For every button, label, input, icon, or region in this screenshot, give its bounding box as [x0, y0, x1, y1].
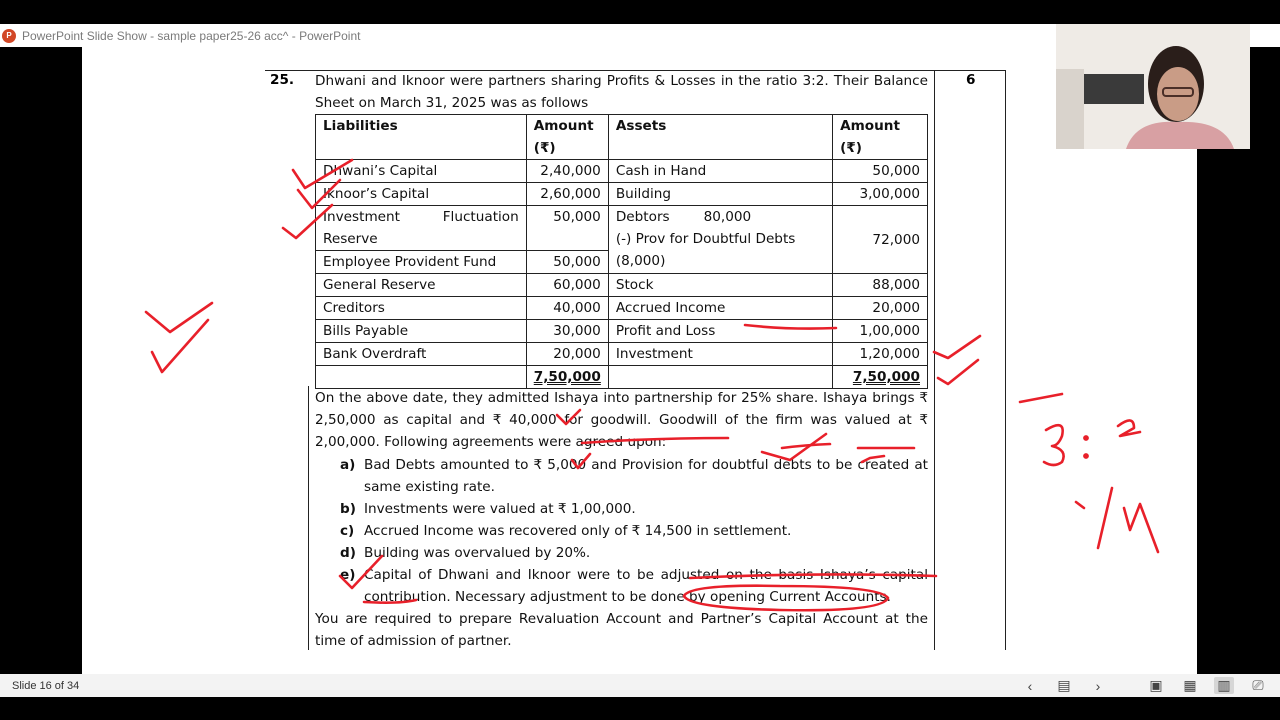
statusbar	[0, 674, 1280, 697]
item-label: a)	[340, 457, 356, 473]
asset-amount-cell: 88,000	[833, 274, 928, 297]
asset-text: Debtors	[615, 209, 670, 225]
item-label: b)	[340, 501, 356, 517]
liability-amount-cell: 40,000	[526, 297, 608, 320]
liability-cell: Bank Overdraft	[316, 343, 527, 366]
item-text: Accrued Income was recovered only of ₹ 14,500 in settlement.	[364, 523, 792, 539]
liability-text: Investment	[323, 209, 400, 225]
header-amount: Amount (₹)	[526, 115, 608, 160]
list-item	[340, 564, 928, 608]
frame-right-line	[934, 70, 935, 650]
slide-menu-icon[interactable]: ▤	[1057, 677, 1071, 693]
asset-cell: Profit and Loss	[608, 320, 832, 343]
liability-text: Fluctuation	[442, 209, 519, 225]
header-liabilities: Liabilities	[316, 115, 527, 160]
asset-cell	[608, 206, 832, 274]
total-blank-cell	[608, 366, 832, 389]
liability-amount-cell: 30,000	[526, 320, 608, 343]
list-item	[340, 542, 928, 564]
liability-amount-cell: 60,000	[526, 274, 608, 297]
item-text: Investments were valued at ₹ 1,00,000.	[364, 501, 636, 517]
window-title: PowerPoint Slide Show - sample paper25-26 acc^ - PowerPoint	[22, 28, 361, 43]
asset-amount-cell: 1,00,000	[833, 320, 928, 343]
question-body: On the above date, they admitted Ishaya into partnership for 25% share. Ishaya brings ₹ 2,50,000 as capital and ₹ 40,000 for goodwill. Goodwill of the firm was valued at ₹ 2,00,000. Following agreements were agreed upon:	[315, 390, 928, 450]
asset-cell: Building	[608, 183, 832, 206]
liability-cell: Bills Payable	[316, 320, 527, 343]
balance-sheet-table	[315, 114, 928, 389]
liability-amount-cell: 20,000	[526, 343, 608, 366]
slide-sorter-icon[interactable]: ▦	[1183, 677, 1197, 693]
normal-view-icon[interactable]: ▣	[1149, 677, 1163, 693]
asset-text: (8,000)	[615, 253, 666, 269]
statusbar-controls	[1020, 674, 1268, 697]
liability-amount-cell: 2,40,000	[526, 160, 608, 183]
asset-amount-cell: 72,000	[833, 206, 928, 274]
liability-cell: Dhwani’s Capital	[316, 160, 527, 183]
table-header-row	[316, 115, 928, 160]
asset-cell: Accrued Income	[608, 297, 832, 320]
liability-amount-cell: 50,000	[526, 206, 608, 251]
liability-cell: Employee Provident Fund	[316, 251, 527, 274]
liability-cell: General Reserve	[316, 274, 527, 297]
asset-cell: Stock	[608, 274, 832, 297]
table-row	[316, 320, 928, 343]
asset-text: (-) Prov for Doubtful Debts	[615, 231, 796, 247]
liability-amount-cell: 2,60,000	[526, 183, 608, 206]
table-row	[316, 274, 928, 297]
list-item	[340, 498, 928, 520]
item-text: Bad Debts amounted to ₹ 5,000 and Provision for doubtful debts to be created at same existing rate.	[364, 457, 928, 495]
asset-amount-cell: 3,00,000	[833, 183, 928, 206]
total-liabilities: 7,50,000	[533, 369, 601, 385]
reading-view-icon[interactable]: ▥	[1214, 677, 1234, 694]
item-text: Capital of Dhwani and Iknoor were to be adjusted on the basis Ishaya’s capital contribution. Necessary adjustment to be done by opening Current Accounts.	[364, 567, 928, 605]
list-item	[340, 520, 928, 542]
question-intro: Dhwani and Iknoor were partners sharing Profits & Losses in the ratio 3:2. Their Balance Sheet on March 31, 2025 was as follows	[315, 73, 928, 111]
slideshow-icon[interactable]: ⎚	[1252, 677, 1264, 693]
asset-text: 80,000	[703, 209, 752, 225]
asset-amount-cell: 1,20,000	[833, 343, 928, 366]
liability-cell: Creditors	[316, 297, 527, 320]
frame-outer-line	[1005, 70, 1006, 650]
total-blank-cell	[316, 366, 527, 389]
agreement-list	[340, 454, 928, 608]
previous-slide-icon[interactable]: ‹	[1027, 677, 1033, 694]
table-row	[316, 183, 928, 206]
liability-text: Reserve	[323, 231, 378, 247]
total-assets: 7,50,000	[852, 369, 920, 385]
table-row	[316, 297, 928, 320]
header-amount-assets: Amount (₹)	[833, 115, 928, 160]
header-assets: Assets	[608, 115, 832, 160]
liability-amount-cell: 50,000	[526, 251, 608, 274]
presenter-video	[1056, 24, 1250, 149]
question-marks: 6	[966, 72, 976, 88]
asset-cell: Investment	[608, 343, 832, 366]
asset-cell: Cash in Hand	[608, 160, 832, 183]
asset-amount-cell: 50,000	[833, 160, 928, 183]
powerpoint-icon: P	[2, 29, 16, 43]
liability-cell	[316, 206, 527, 251]
frame-left-line	[308, 386, 309, 650]
liability-cell: Iknoor’s Capital	[316, 183, 527, 206]
table-row	[316, 160, 928, 183]
table-row	[316, 343, 928, 366]
list-item	[340, 454, 928, 498]
item-label: d)	[340, 545, 356, 561]
asset-amount-cell: 20,000	[833, 297, 928, 320]
item-label: e)	[340, 567, 356, 583]
next-slide-icon[interactable]: ›	[1095, 677, 1101, 694]
question-closing: You are required to prepare Revaluation Account and Partner’s Capital Account at the time of admission of partner.	[315, 611, 928, 649]
item-text: Building was overvalued by 20%.	[364, 545, 591, 561]
table-total-row	[316, 366, 928, 389]
question-number: 25.	[270, 72, 295, 88]
slide-indicator: Slide 16 of 34	[12, 679, 80, 692]
webcam-overlay	[1056, 24, 1250, 149]
item-label: c)	[340, 523, 355, 539]
